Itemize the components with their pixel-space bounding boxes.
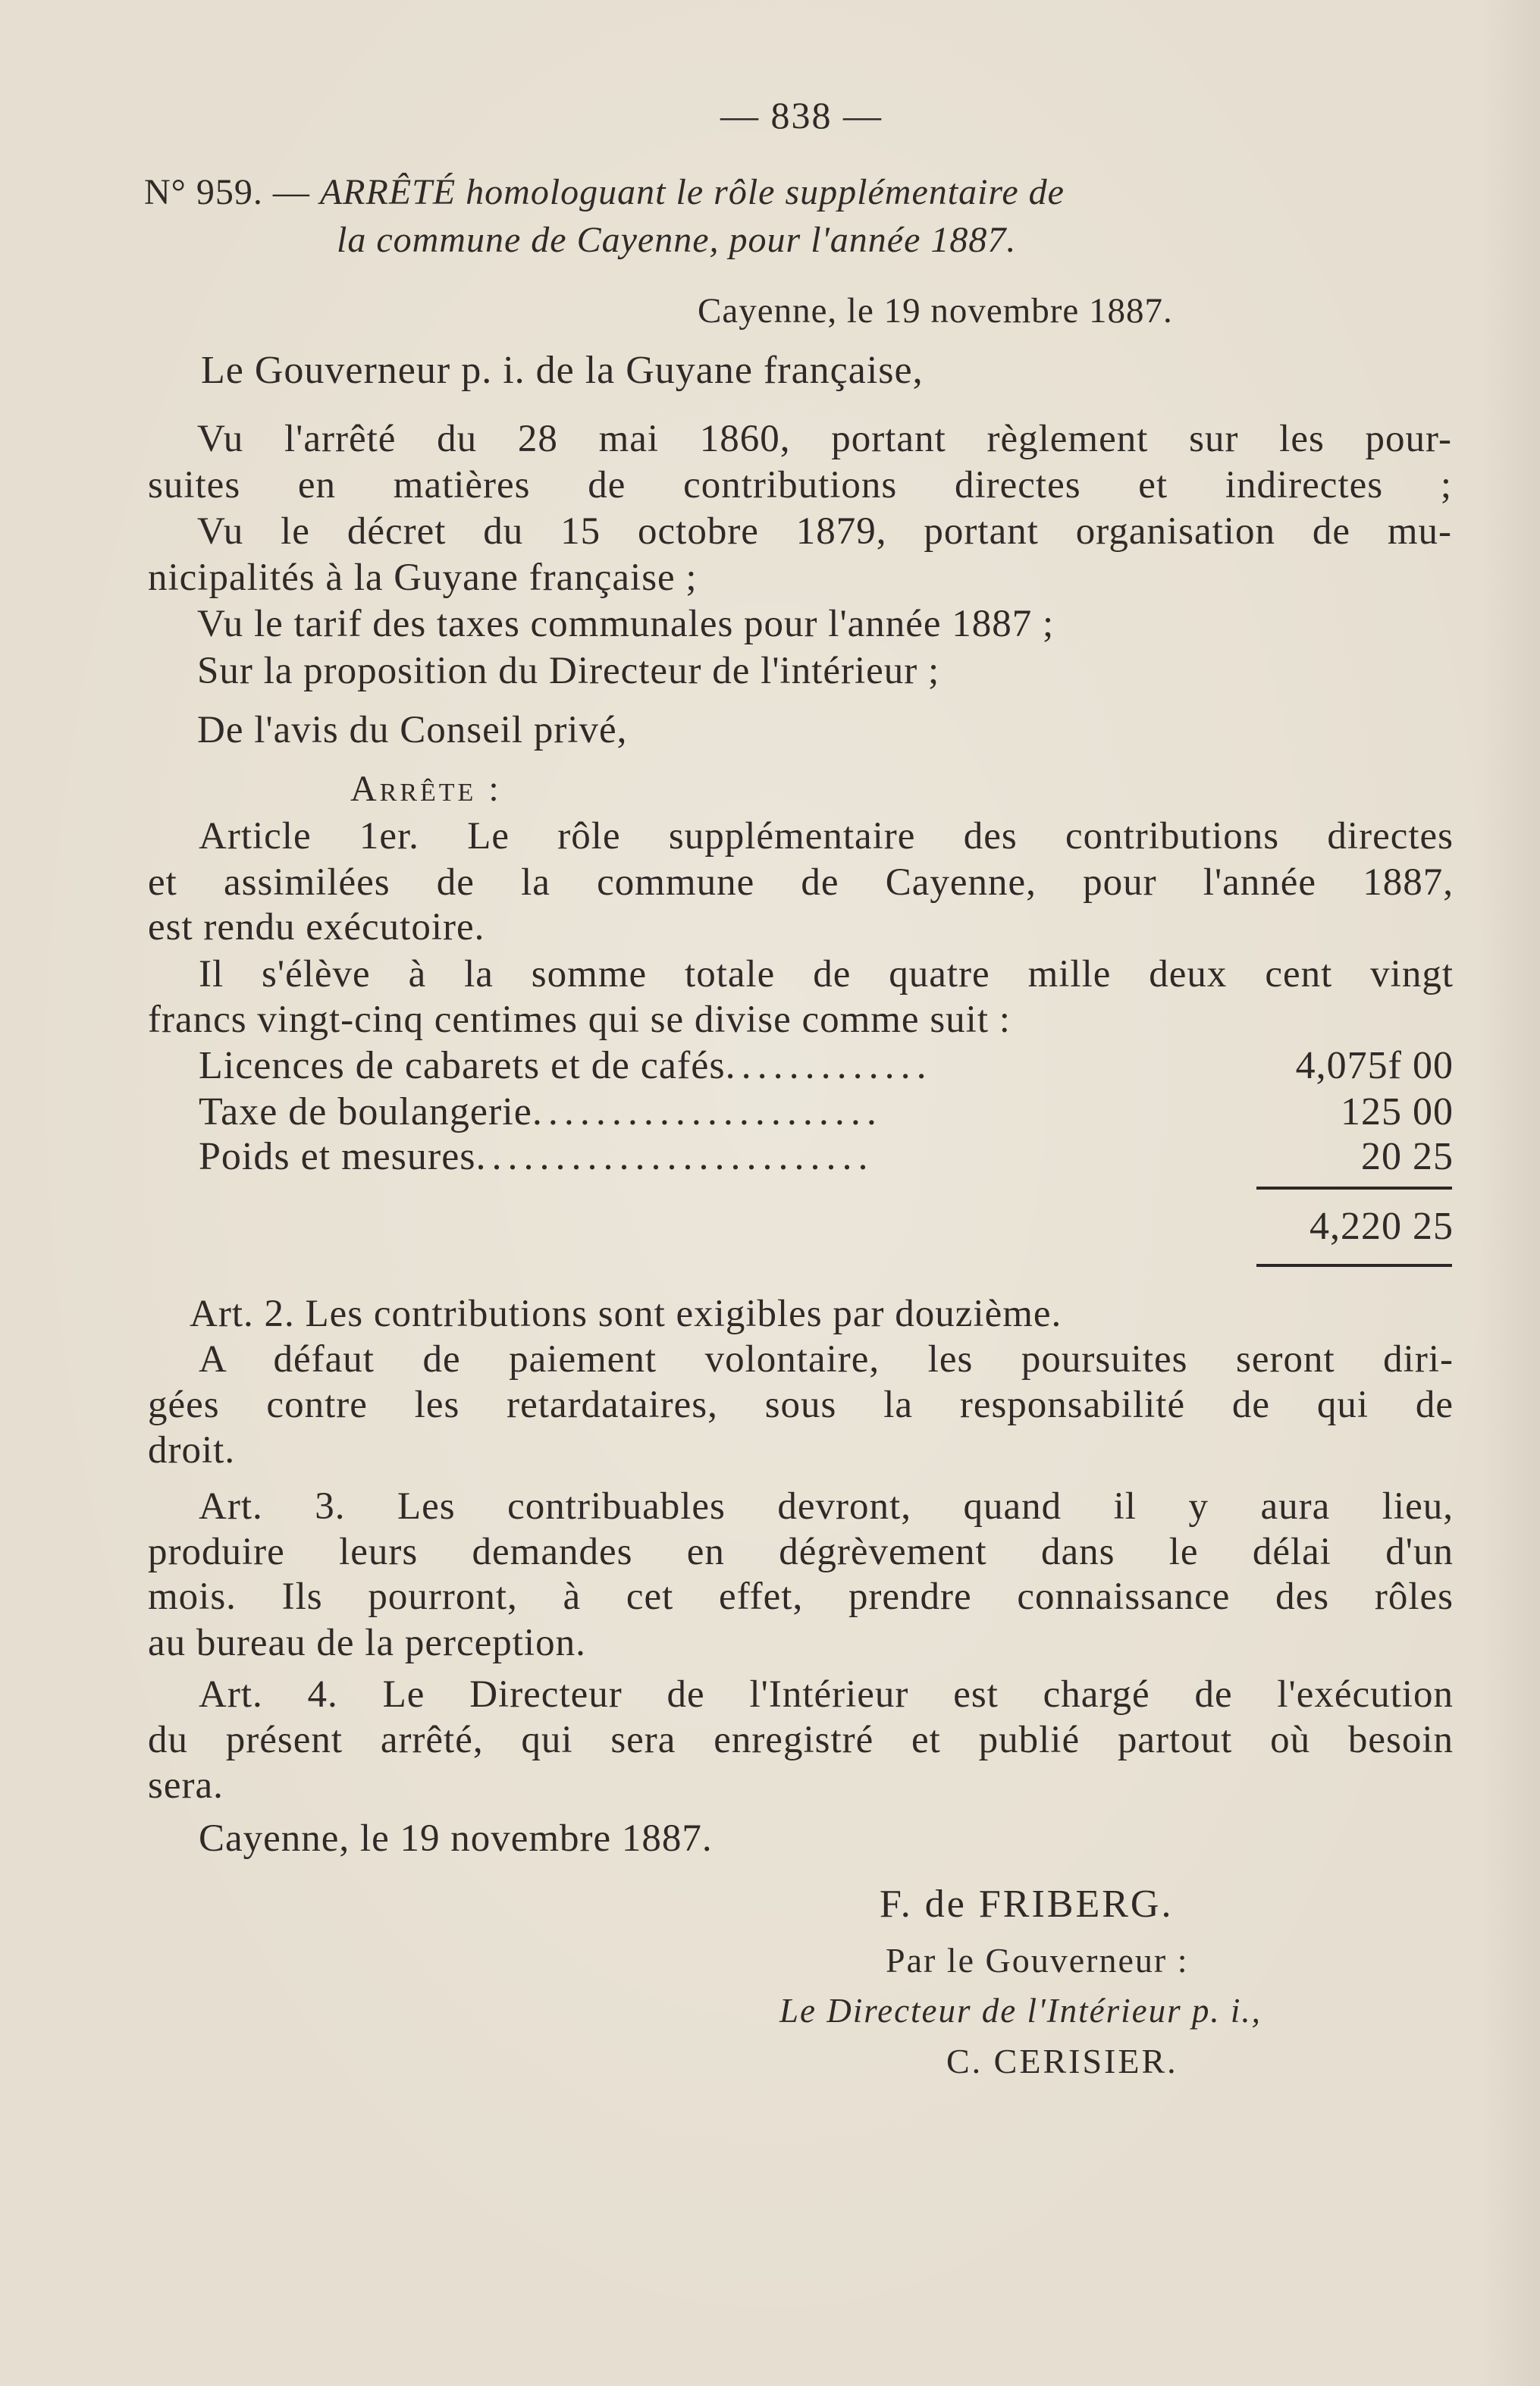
decree-number: N° 959. — (144, 172, 310, 212)
visa-5: De l'avis du Conseil privé, (197, 709, 628, 751)
table-row-2 (199, 1090, 1454, 1133)
table-row-3 (199, 1137, 1454, 1177)
article-1-line-1: Article 1er. Le rôle supplémentaire des contributions directes (199, 815, 1454, 858)
leader-dots: ......................... (475, 1135, 874, 1178)
visa-4: Sur la proposition du Directeur de l'intérieur ; (197, 650, 940, 692)
signature-friberg: F. de FRIBERG. (880, 1883, 1174, 1926)
table-row-1 (199, 1046, 1454, 1086)
visa-3: Vu le tarif des taxes communales pour l'année 1887 ; (197, 603, 1055, 645)
table-row-amount: 125 00 (1341, 1090, 1454, 1133)
visa-1-line-1: Vu l'arrêté du 28 mai 1860, portant règlement sur les pour- (197, 418, 1452, 460)
sum-line-2: francs vingt-cinq centimes qui se divise comme suit : (148, 999, 1011, 1041)
place-date-top: Cayenne, le 19 novembre 1887. (698, 291, 1173, 331)
total-rule-bottom (1256, 1264, 1452, 1267)
total-rule-top (1256, 1187, 1452, 1190)
article-3-line-4: au bureau de la perception. (148, 1622, 586, 1664)
par-le-gouverneur: Par le Gouverneur : (886, 1941, 1189, 1980)
article-2-line-2: A défaut de paiement volontaire, les poursuites seront diri- (199, 1338, 1454, 1381)
decree-header (144, 174, 1448, 211)
director-title: Le Directeur de l'Intérieur p. i., (779, 1992, 1262, 2030)
decree-title-line-2: la commune de Cayenne, pour l'année 1887. (337, 220, 1017, 260)
governor-line: Le Gouverneur p. i. de la Guyane française, (201, 349, 924, 392)
page-number: — 838 — (720, 94, 883, 136)
visa-2-line-1: Vu le décret du 15 octobre 1879, portant organisation de mu- (197, 510, 1452, 553)
table-row-label: Poids et mesures (199, 1135, 476, 1178)
visa-2-line-2: nicipalités à la Guyane française ; (148, 557, 698, 599)
leader-dots: ............. (725, 1044, 933, 1087)
article-2-line-3: gées contre les retardataires, sous la responsabilité de qui de (148, 1384, 1454, 1426)
article-2-line-4: droit. (148, 1429, 236, 1472)
visa-1-line-2: suites en matières de contributions directes et indirectes ; (148, 464, 1452, 506)
article-2-line-1: Art. 2. Les contributions sont exigibles par douzième. (190, 1293, 1062, 1335)
article-4-line-1: Art. 4. Le Directeur de l'Intérieur est chargé de l'exécution (199, 1673, 1454, 1716)
signature-cerisier: C. CERISIER. (946, 2042, 1178, 2080)
closing-place-date: Cayenne, le 19 novembre 1887. (199, 1817, 713, 1860)
table-row-label: Taxe de boulangerie (199, 1090, 532, 1133)
article-4-line-3: sera. (148, 1764, 224, 1807)
table-row-amount: 4,075f 00 (1295, 1044, 1454, 1087)
table-total: 4,220 25 (1309, 1205, 1454, 1248)
article-3-line-3: mois. Ils pourront, à cet effet, prendre connaissance des rôles (148, 1576, 1454, 1618)
sum-line-1: Il s'élève à la somme totale de quatre mille deux cent vingt (199, 953, 1454, 995)
article-3-line-1: Art. 3. Les contribuables devront, quand il y aura lieu, (199, 1485, 1454, 1528)
arrete-heading: Arrête : (350, 769, 502, 809)
table-row-amount: 20 25 (1361, 1135, 1454, 1178)
decree-title-line-1: ARRÊTÉ homologuant le rôle supplémentaire de (319, 172, 1065, 212)
article-1-line-3: est rendu exécutoire. (148, 906, 485, 948)
article-4-line-2: du présent arrêté, qui sera enregistré et publié partout où besoin (148, 1719, 1454, 1761)
article-1-line-2: et assimilées de la commune de Cayenne, pour l'année 1887, (148, 861, 1454, 904)
table-row-label: Licences de cabarets et de cafés (199, 1044, 726, 1087)
article-3-line-2: produire leurs demandes en dégrèvement dans le délai d'un (148, 1531, 1454, 1573)
leader-dots: ...................... (532, 1090, 883, 1133)
